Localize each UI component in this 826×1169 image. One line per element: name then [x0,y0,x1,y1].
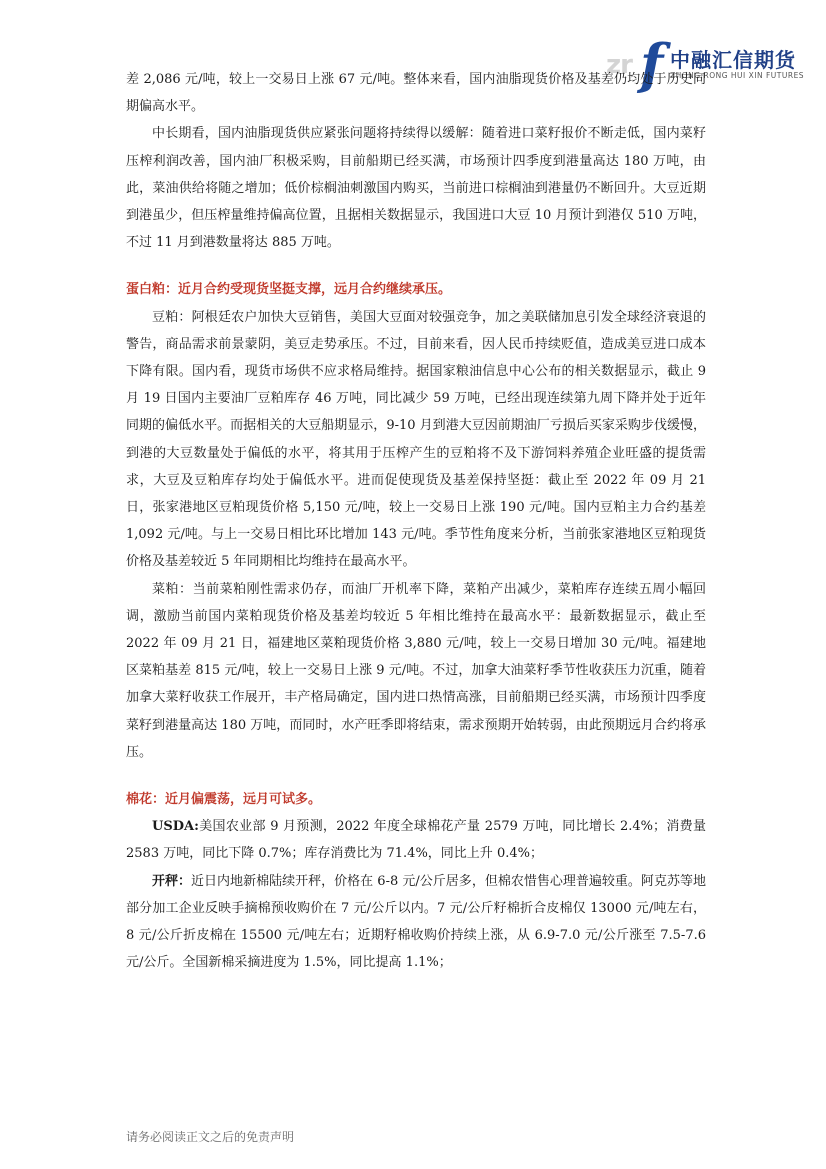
usda-paragraph [126,813,706,867]
usda-text: 美国农业部 9 月预测，2022 年度全球棉花产量 2579 万吨，同比增长 2.4%；消费量 2583 万吨，同比下降 0.7%；库存消费比为 71.4%，同比上升 0.4%； [126,819,706,862]
logo-mark: zr [606,50,632,80]
rapeseed-meal-paragraph: 菜粕：当前菜粕刚性需求仍存，而油厂开机率下降，菜粕产出减少，菜粕库存连续五周小幅回调，激励当前国内菜粕现货价格及基差均较近 5 年相比维持在最高水平：最新数据显示，截止至 2022 年 09 月 21 日，福建地区菜粕现货价格 3,880 元/吨，较上一交易日增加 30 元/吨。福建地区菜粕基差 815 元/吨，较上一交易日上涨 9 元/吨。不过，加拿大油菜籽季节性收获压力沉重，随着加拿大菜籽收获工作展开，丰产格局确定，国内进口热情高涨，目前船期已经买满，市场预计四季度菜籽到港量高达 180 万吨，而同时，水产旺季即将结束，需求预期开始转弱，由此预期远月合约将承压。 [126,581,706,760]
usda-label: USDA: [152,819,199,835]
logo-name-en: ZHONG RONG HUI XIN FUTURES [670,71,805,80]
disclaimer-footer: 请务必阅读正文之后的免责声明 [126,1130,295,1144]
intro-paragraph-2: 中长期看，国内油脂现货供应紧张问题将持续得以缓解：随着进口菜籽报价不断走低，国内菜籽压榨利润改善，国内油厂积极采购，目前船期已经买满，市场预计四季度到港量高达 180 万吨，由此，菜油供给将随之增加；低价棕榈油刺激国内购买，当前进口棕榈油到港量仍不断回升。大豆近期到港虽少，但压榨量维持偏高位置，且据相关数据显示，我国进口大豆 10 月预计到港仅 510 万吨，不过 11 月到港数量将达 885 万吨。 [126,126,706,251]
logo-name-cn: 中融汇信期货 [670,48,796,72]
picking-label: 开秤： [152,873,192,889]
picking-text: 近日内地新棉陆续开秤，价格在 6-8 元/公斤居多，但棉农惜售心理普遍较重。阿克苏等地部分加工企业反映手摘棉预收购价在 7 元/公斤以内。7 元/公斤籽棉折合皮棉仅 13000 元/吨左右，8 元/公斤折皮棉在 15500 元/吨左右；近期籽棉收购价持续上涨，从 6.9-7.0 元/公斤涨至 7.5-7.6 元/公斤。全国新棉采摘进度为 1.5%，同比提高 1.1%； [126,873,706,971]
section-heading-protein-meal: 蛋白粕：近月合约受现货坚挺支撑，远月合约继续承压。 [126,282,452,298]
picking-paragraph [126,868,706,977]
report-body [126,66,706,977]
soybean-meal-paragraph: 豆粕：阿根廷农户加快大豆销售，美国大豆面对较强竞争，加之美联储加息引发全球经济衰退的警告，商品需求前景蒙阴，美豆走势承压。不过，目前来看，因人民币持续贬值，造成美豆进口成本下降有限。国内看，现货市场供不应求格局维持。据国家粮油信息中心公布的相关数据显示，截止 9 月 19 日国内主要油厂豆粕库存 46 万吨，同比减少 59 万吨，已经出现连续第九周下降并处于近年同期的偏低水平。而据相关的大豆船期显示，9-10 月到港大豆因前期油厂亏损后买家采购步伐缓慢，到港的大豆数量处于偏低的水平，将其用于压榨产生的豆粕将不及下游饲料养殖企业旺盛的提货需求，大豆及豆粕库存均处于偏低水平。进而促使现货及基差保持坚挺：截止至 2022 年 09 月 21 日，张家港地区豆粕现货价格 5,150 元/吨，较上一交易日上涨 190 元/吨。国内豆粕主力合约基差 1,092 元/吨。与上一交易日相比环比增加 143 元/吨。季节性角度来分析，当前张家港地区豆粕现货价格及基差较近 5 年同期相比均维持在最高水平。 [126,309,706,570]
section-heading-cotton: 棉花：近月偏震荡，远月可试多。 [126,792,322,808]
intro-paragraph-1: 差 2,086 元/吨，较上一交易日上涨 67 元/吨。整体来看，国内油脂现货价格及基差仍均处于历史同期偏高水平。 [126,72,706,115]
logo-letter: f [640,32,664,96]
